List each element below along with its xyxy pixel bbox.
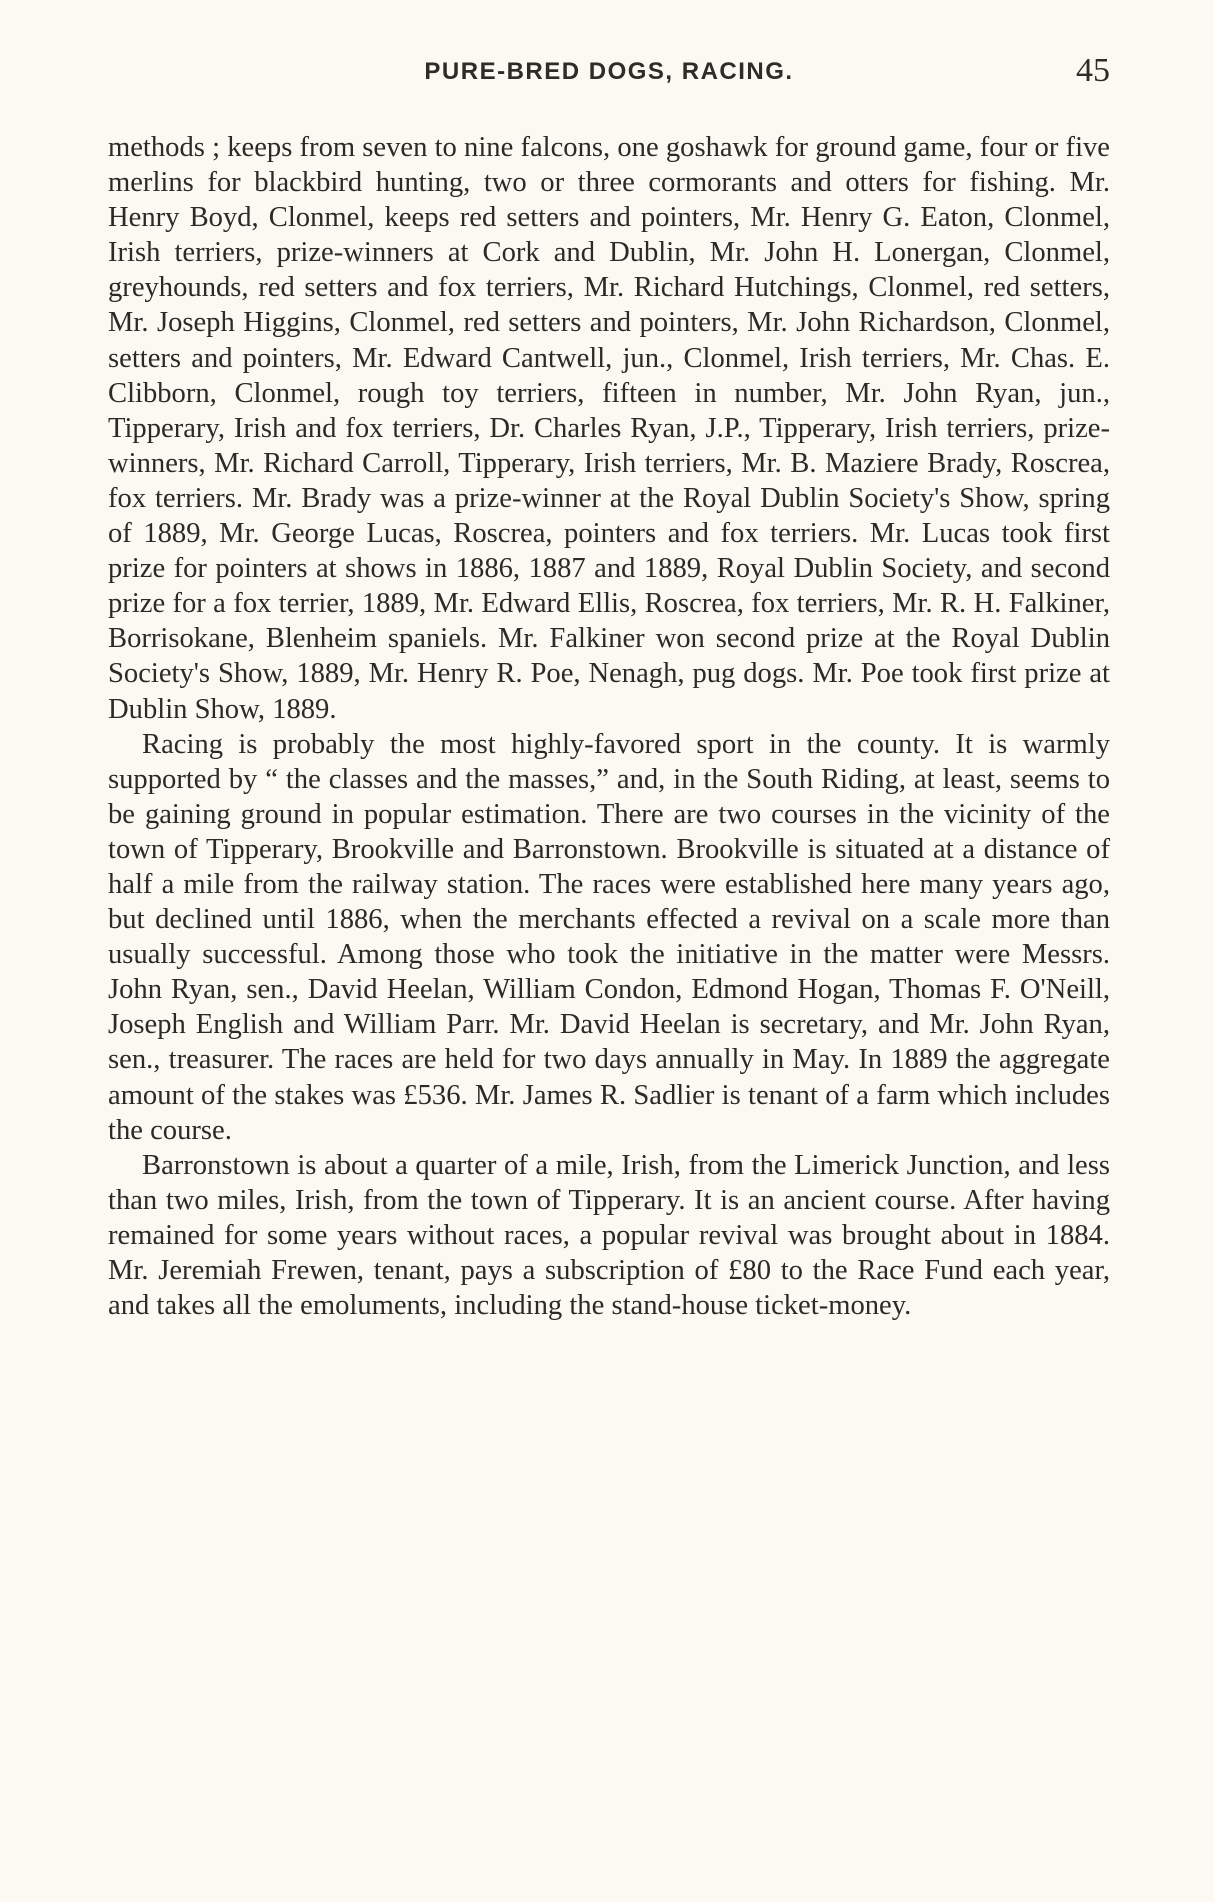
paragraph-racing-brookville: Racing is probably the most highly-favored sport in the county. It is warmly supported by “ the classes and the masses,” and, in the South Riding, at least, seems to be gaining ground in popular estimation. There are two courses in the vicinity of the town of Tipperary, Brookville and Barronstown. Brookville is situated at a distance of half a mile from the railway station. The races were established here many years ago, but declined until 1886, when the merchants effected a revival on a scale more than usually successful. Among those who took the initiative in the matter were Messrs. John Ryan, sen., David Heelan, William Condon, Edmond Hogan, Thomas F. O'Neill, Joseph English and William Parr. Mr. David Heelan is secretary, and Mr. John Ryan, sen., treasurer. The races are held for two days annually in May. In 1889 the aggregate amount of the stakes was £536. Mr. James R. Sadlier is tenant of a farm which includes the course. xyxy=(108,728,1110,1146)
running-head xyxy=(108,48,1110,100)
paragraph-dog-owners: methods ; keeps from seven to nine falcons, one goshawk for ground game, four or five merlins for blackbird hunting, two or three cormorants and otters for fishing. Mr. Henry Boyd, Clonmel, keeps red setters and pointers, Mr. Henry G. Eaton, Clonmel, Irish terriers, prize-winners at Cork and Dublin, Mr. John H. Lonergan, Clonmel, greyhounds, red setters and fox terriers, Mr. Richard Hutchings, Clonmel, red setters, Mr. Joseph Higgins, Clonmel, red setters and pointers, Mr. John Richardson, Clonmel, setters and pointers, Mr. Edward Cantwell, jun., Clonmel, Irish terriers, Mr. Chas. E. Clibborn, Clonmel, rough toy terriers, fifteen in number, Mr. John Ryan, jun., Tipperary, Irish and fox terriers, Dr. Charles Ryan, J.P., Tipperary, Irish terriers, prize-winners, Mr. Richard Carroll, Tipperary, Irish terriers, Mr. B. Maziere Brady, Roscrea, fox terriers. Mr. Brady was a prize-winner at the Royal Dublin Society's Show, spring of 1889, Mr. George Lucas, Roscrea, pointers and fox terriers. Mr. Lucas took first prize for pointers at shows in 1886, 1887 and 1889, Royal Dublin Society, and second prize for a fox terrier, 1889, Mr. Edward Ellis, Roscrea, fox terriers, Mr. R. H. Falkiner, Borrisokane, Blenheim spaniels. Mr. Falkiner won second prize at the Royal Dublin Society's Show, 1889, Mr. Henry R. Poe, Nenagh, pug dogs. Mr. Poe took first prize at Dublin Show, 1889. xyxy=(108,132,1110,725)
page-number: 45 xyxy=(1076,52,1110,89)
body-text xyxy=(108,130,1110,1323)
book-page xyxy=(108,48,1110,1323)
running-title: PURE-BRED DOGS, RACING. xyxy=(424,58,794,85)
paragraph-barronstown: Barronstown is about a quarter of a mile, Irish, from the Limerick Junction, and less than two miles, Irish, from the town of Tipperary. It is an ancient course. After having remained for some years without races, a popular revival was brought about in 1884. Mr. Jeremiah Frewen, tenant, pays a subscription of £80 to the Race Fund each year, and takes all the emoluments, including the stand-house ticket-money. xyxy=(108,1149,1110,1322)
